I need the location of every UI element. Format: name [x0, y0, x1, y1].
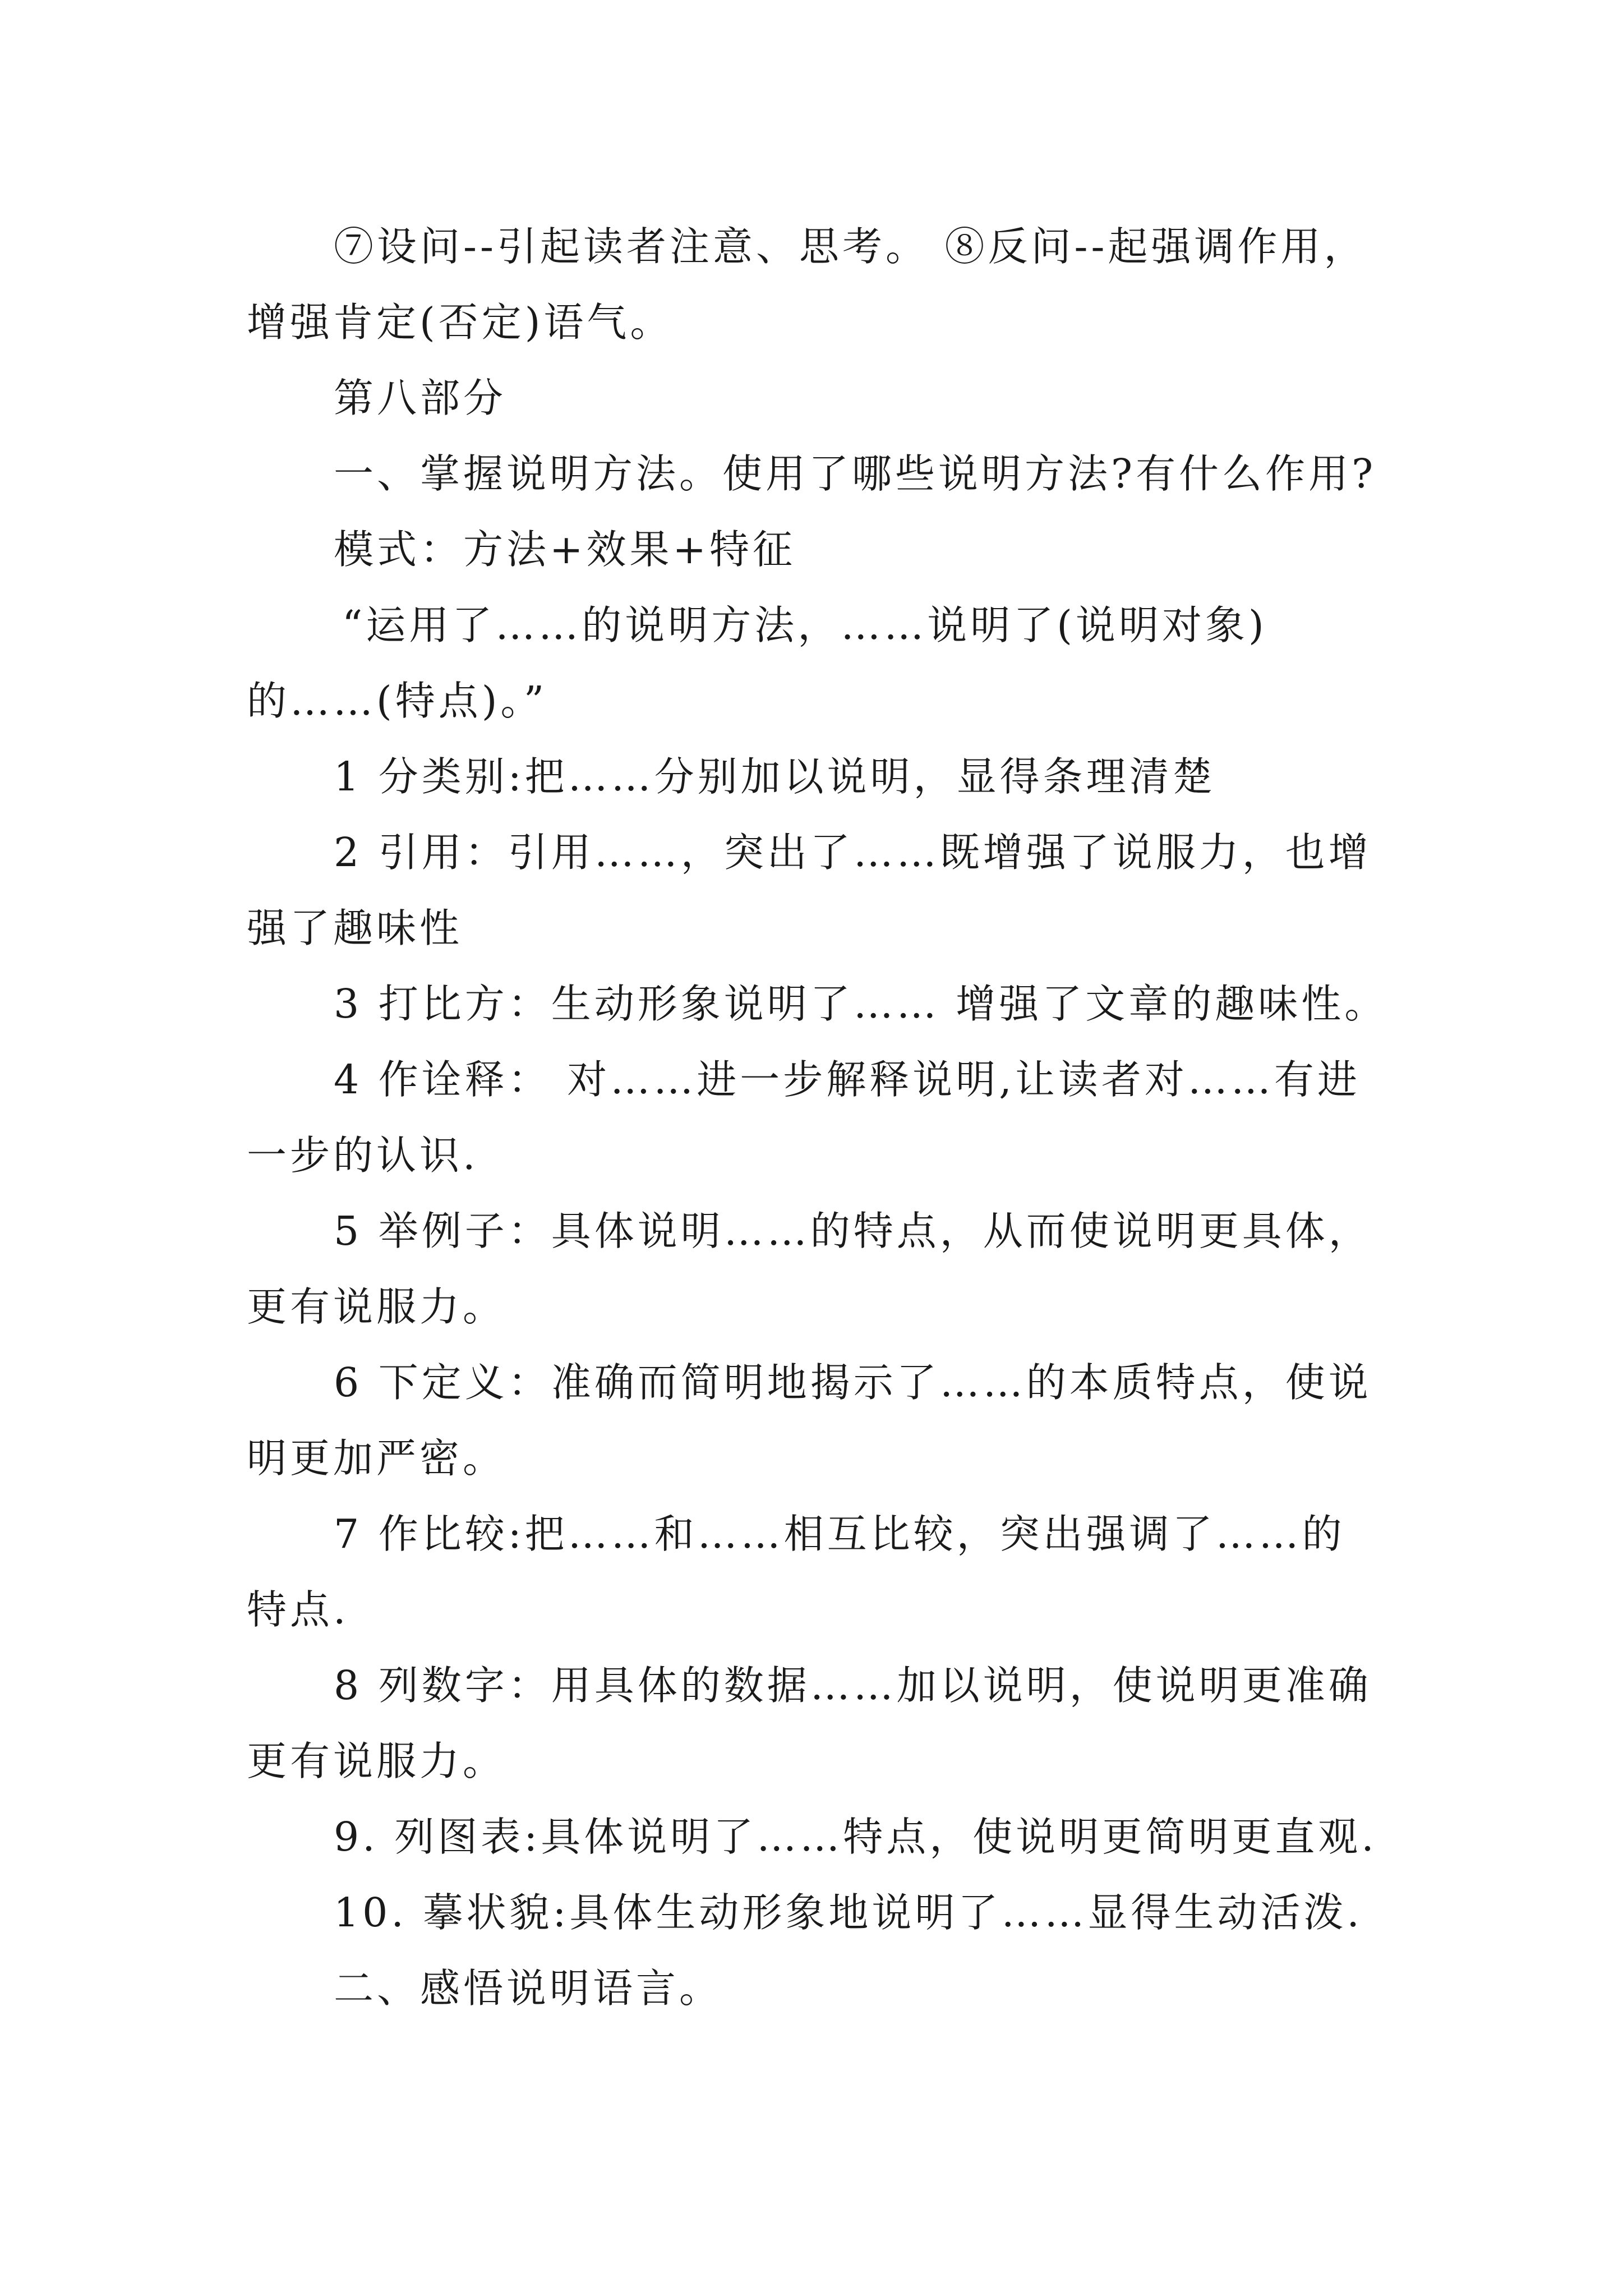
method-explanation: 4 作诠释： 对……进一步解释说明,让读者对……有进 — [334, 1056, 1361, 1103]
method-definition: 6 下定义：准确而简明地揭示了……的本质特点，使说 — [334, 1359, 1372, 1406]
text-line-rhetoric-8-cont: 增强肯定(否定)语气。 — [247, 299, 674, 346]
method-comparison: 7 作比较:把……和……相互比较，突出强调了……的 — [334, 1511, 1345, 1557]
method-description: 10. 摹状貌:具体生动形象地说明了……显得生动活泼. — [334, 1889, 1363, 1936]
section-heading-part-eight: 第八部分 — [334, 375, 507, 421]
text-line-template: “运用了……的说明方法，……说明了(说明对象) — [342, 602, 1267, 648]
method-explanation-cont: 一步的认识. — [247, 1132, 479, 1179]
method-examples: 5 举例子：具体说明……的特点，从而使说明更具体， — [334, 1208, 1372, 1254]
method-charts: 9. 列图表:具体说明了……特点，使说明更简明更直观. — [334, 1814, 1377, 1860]
method-comparison-cont: 特点. — [247, 1586, 349, 1633]
method-numbers-cont: 更有说服力。 — [247, 1738, 506, 1784]
text-line-rhetoric-7-8: ⑦设问--引起读者注意、思考。 ⑧反问--起强调作用， — [334, 223, 1367, 270]
text-line-pattern: 模式：方法+效果+特征 — [334, 526, 796, 573]
method-quotation-cont: 强了趣味性 — [247, 905, 463, 951]
method-numbers: 8 列数字：用具体的数据……加以说明，使说明更准确 — [334, 1662, 1372, 1709]
method-examples-cont: 更有说服力。 — [247, 1283, 506, 1330]
method-definition-cont: 明更加严密。 — [247, 1435, 506, 1481]
method-analogy: 3 打比方：生动形象说明了…… 增强了文章的趣味性。 — [334, 981, 1388, 1027]
method-classification: 1 分类别:把……分别加以说明，显得条理清楚 — [334, 753, 1216, 800]
heading-language: 二、感悟说明语言。 — [334, 1965, 723, 2012]
text-line-template-cont: 的……(特点)。” — [247, 678, 548, 724]
heading-master-methods: 一、掌握说明方法。使用了哪些说明方法?有什么作用? — [334, 450, 1377, 497]
method-quotation: 2 引用：引用……，突出了……既增强了说服力，也增 — [334, 829, 1372, 876]
